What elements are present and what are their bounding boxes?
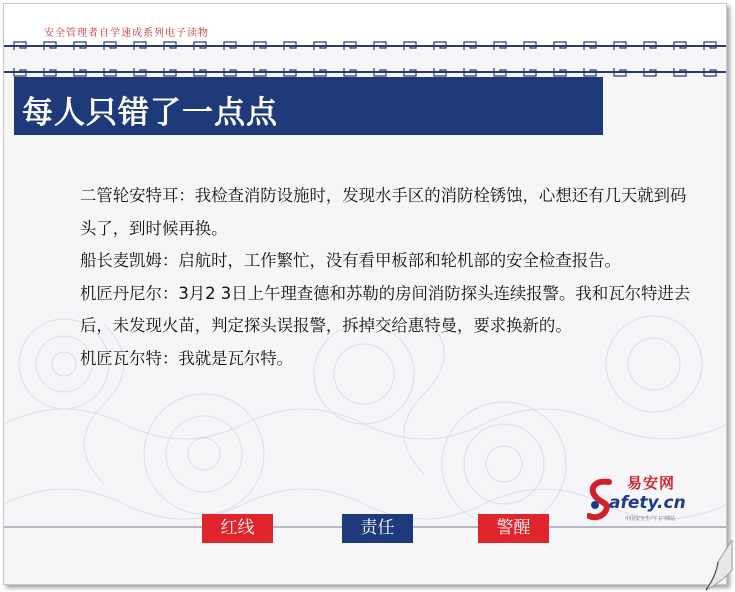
slide-title: 每人只错了一点点 [22,95,278,131]
statement-paragraph: 机匠丹尼尔：3月2 3日上午理查德和苏勒的房间消防探头连续报警。我和瓦尔特进去后，未发现火苗，判定探头误报警，拆掉交给惠特曼，要求换新的。 [80,283,691,335]
logo-name-cn: 易安网 [627,474,676,492]
fret-border-top [4,40,727,52]
statement-paragraph: 船长麦凯姆：启航时，工作繁忙，没有看甲板部和轮机部的安全检查报告。 [80,251,621,270]
tag-responsibility: 责任 [342,514,413,543]
logo-tagline: 中国安全生产门户网站 [625,516,676,522]
slide [3,3,727,585]
tag-red-line: 红线 [202,514,273,543]
site-logo [587,470,709,530]
tag-alert: 警醒 [478,514,549,543]
title-bar [14,77,603,135]
statement-list [80,180,700,375]
statement-paragraph: 机匠瓦尔特：我就是瓦尔特。 [80,348,294,368]
logo-domain: afety.cn [609,493,686,513]
series-title: 安全管理者自学速成系列电子读物 [44,28,209,39]
statement-paragraph: 二管轮安特耳：我检查消防设施时，发现水手区的消防栓锈蚀，心想还有几天就到码头了，到时候再换。 [80,186,687,238]
page-curl-icon [694,540,734,592]
